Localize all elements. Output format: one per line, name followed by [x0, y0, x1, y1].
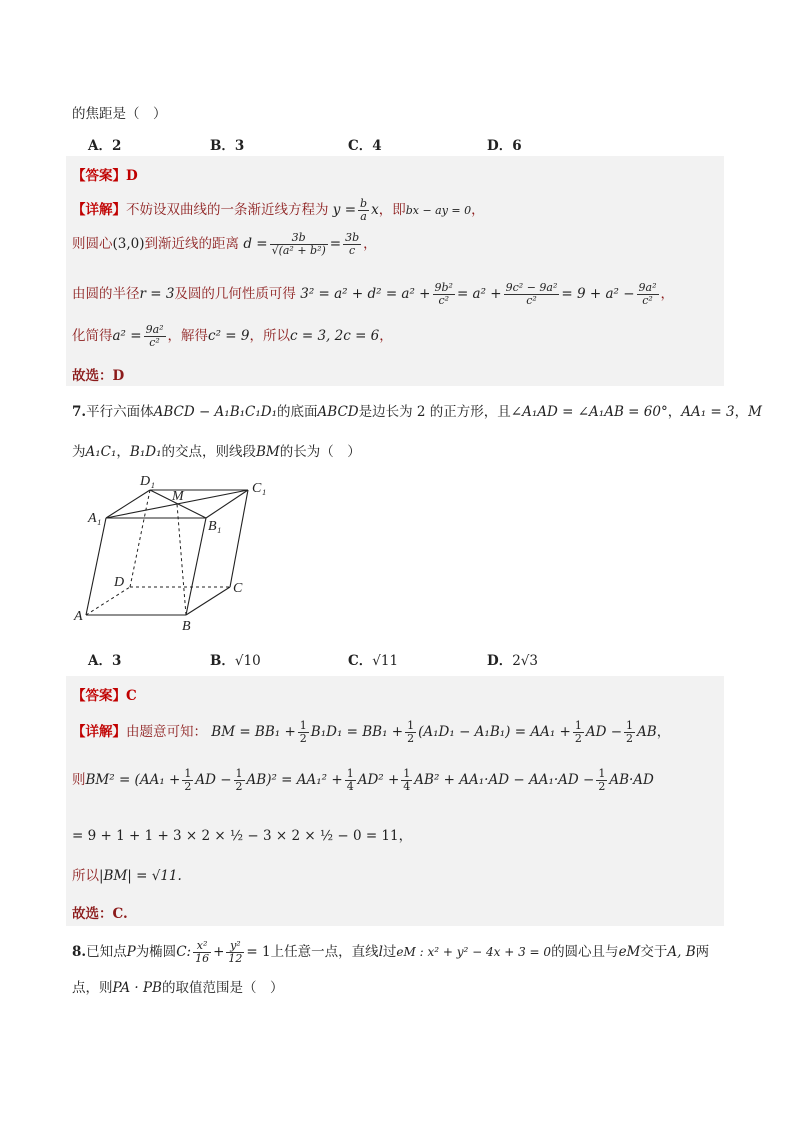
q6-option-d: D．6 [487, 138, 522, 154]
edge-bc [186, 587, 230, 615]
q6-answer-box [66, 156, 724, 386]
q6-choice: 故选：D [72, 368, 125, 384]
label-a: A [74, 609, 83, 624]
q6-stem-tail: 的焦距是（ ） [72, 106, 167, 122]
label-b1: B₁ [208, 519, 222, 534]
label-m: M [172, 489, 184, 504]
q7-answer-box [66, 676, 724, 926]
label-c1: C₁ [252, 481, 267, 496]
q7-option-b: B．√10 [210, 653, 261, 669]
q7-choice: 故选：C. [72, 906, 128, 922]
q7-detail-line3: = 9 + 1 + 1 + 3 × 2 × ½ − 3 × 2 × ½ − 0 = 11， [72, 828, 413, 844]
edge-bb1 [186, 518, 206, 615]
edge-cc1 [230, 490, 248, 587]
q7-stem-line2: 为A₁C₁，B₁D₁的交点，则线段BM的长为（ ） [72, 444, 361, 460]
q8-stem-line1: 8.已知点P为椭圆C: $\frac{\text{x²}}{16}$ + $\frac{\text{y²}}{12}$ = 1上任意一点，直线l过eM : x² + y² − 4x + 3 = 0的圆心且与eM交于A, B两 [72, 939, 710, 965]
q7-option-a: A．3 [88, 653, 122, 669]
segment-bm [177, 504, 186, 615]
q8-stem-line2: 点，则PA · PB的取值范围是（ ） [72, 980, 284, 996]
q6-detail-line2: 则圆心(3,0)到渐近线的距离 d = $\frac{3b}{\text{√(a² + b²)}}$ = $\frac{3b}{c}$ ， [72, 231, 377, 257]
edge-dd1-hidden [130, 490, 150, 587]
q6-detail-line1: 【详解】不妨设双曲线的一条渐近线方程为 y = $\frac{b}{a}$ x，即bx − ay = 0， [72, 197, 485, 223]
q7-option-d: D．2√3 [487, 653, 538, 669]
q6-detail-line4: 化简得a² = $\frac{\text{9a²}}{\text{c²}}$ ，解得c² = 9，所以c = 3, 2c = 6， [72, 323, 393, 349]
label-d1: D₁ [140, 474, 155, 489]
edge-aa1 [86, 518, 106, 615]
label-b: B [182, 619, 191, 634]
q7-detail-line4: 所以|BM| = √11. [72, 868, 182, 884]
edge-ad-hidden [86, 587, 130, 615]
label-d: D [114, 575, 125, 590]
q6-answer: 【答案】D [72, 168, 138, 184]
parallelepiped-figure [70, 470, 280, 635]
q6-option-c: C．4 [348, 138, 382, 154]
q7-answer: 【答案】C [72, 688, 137, 704]
q7-option-c: C．√11 [348, 653, 399, 669]
label-a1: A₁ [88, 511, 102, 526]
q7-detail-line1: 【详解】由题意可知： BM = BB₁ + $\frac{1}{2}$ B₁D₁ = BB₁ + $\frac{1}{2}$ (A₁D₁ − A₁B₁) = AA₁ + $\frac{1}{2}$ AD − $\frac{1}{2}$ AB， [72, 719, 671, 745]
q6-option-b: B．3 [210, 138, 245, 154]
label-c: C [233, 581, 243, 596]
q7-stem-line1: 7.平行六面体ABCD − A₁B₁C₁D₁的底面ABCD是边长为 2 的正方形，且∠A₁AD = ∠A₁AB = 60°，AA₁ = 3，M [72, 404, 762, 420]
q7-detail-line2: 则BM² = (AA₁ + $\frac{1}{2}$ AD − $\frac{1}{2}$ AB)² = AA₁² + $\frac{1}{4}$ AD² + $\frac{1}{4}$ AB² + AA₁·AD − AA₁·AD − $\frac{1}{2}$ AB·AD [72, 767, 654, 793]
q6-option-a: A．2 [88, 138, 122, 154]
q6-detail-line3: 由圆的半径r = 3及圆的几何性质可得 3² = a² + d² = a² + $\frac{\text{9b²}}{\text{c²}}$ = a² + $\frac{\text{9c² − 9a²}}{\text{c²}}$ = 9 + a² − $\frac{\text{9a²}}{\text{c²}}$ ， [72, 281, 674, 307]
